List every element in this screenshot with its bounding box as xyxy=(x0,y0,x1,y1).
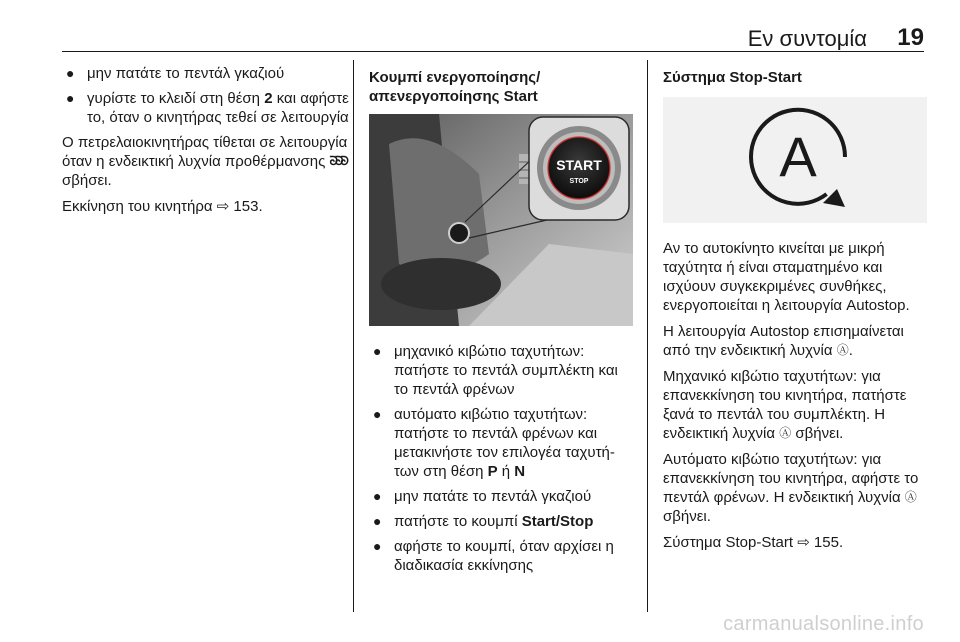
bullet-icon: ● xyxy=(66,90,75,106)
autostop-indicator-icon: Ⓐ xyxy=(904,490,917,504)
column-1 xyxy=(62,64,350,223)
page-reference-arrow-icon: ⇨ xyxy=(797,534,810,551)
glow-plug-icon: ᘐᘐᘐ xyxy=(329,154,346,168)
column-divider-2 xyxy=(647,60,648,612)
bullet-icon: ● xyxy=(373,488,382,504)
column-2 xyxy=(369,64,633,581)
paragraph: Σύστημα Stop-Start ⇨ 155. xyxy=(663,534,844,551)
paragraph: Αυτόματο κιβώτιο ταχυτήτων: για επανεκκίνηση του κινητήρα, αφήστε το πεντάλ φρένων. Η ενδεικτική λυχνία Ⓐ σβήνει. xyxy=(663,451,919,525)
list-item: ● μηχανικό κιβώτιο ταχυτήτων: πατήστε το πεντάλ συμπλέκτη και το πεντάλ φρένων xyxy=(373,343,618,398)
paragraph: Αν το αυτοκίνητο κινείται με μικρή ταχύτητα ή είναι σταματημένο και ισχύουν συγκεκριμένες συνθήκες, ενεργοποιείται η λειτουργία Autostop. xyxy=(663,240,910,314)
page-reference-arrow-icon: ⇨ xyxy=(216,198,230,215)
autostop-indicator-icon: Ⓐ xyxy=(836,343,849,357)
autostop-indicator-icon: Ⓐ xyxy=(779,426,792,440)
stop-label: STOP xyxy=(569,178,589,185)
bullet-icon: ● xyxy=(66,65,75,81)
list-item: ● αφήστε το κουμπί, όταν αρχίσει η διαδικασία εκκίνησης xyxy=(373,538,614,574)
list-item: ● αυτόματο κιβώτιο ταχυτήτων: πατήστε το πεντάλ φρένων και μετακινήστε τον επιλογέα ταχυτή-των στη θέση P ή N xyxy=(373,406,615,480)
bullet-list xyxy=(62,64,350,127)
bullet-icon: ● xyxy=(373,406,382,422)
bullet-icon: ● xyxy=(373,343,382,359)
header-divider xyxy=(62,51,924,52)
section-heading: Σύστημα Stop-Start xyxy=(663,69,802,86)
watermark: carmanualsonline.info xyxy=(723,613,924,635)
paragraph: Μηχανικό κιβώτιο ταχυτήτων: για επανεκκίνηση του κινητήρα, πατήστε ξανά το πεντάλ του συμπλέκτη. Η ενδεικτική λυχνία Ⓐ σβήνει. xyxy=(663,368,907,442)
bullet-icon: ● xyxy=(373,538,382,554)
autostop-letter: A xyxy=(779,125,817,188)
paragraph: Η λειτουργία Autostop επισημαίνεται από την ενδεικτική λυχνία Ⓐ. xyxy=(663,323,904,359)
list-item: ● μην πατάτε το πεντάλ γκαζιού xyxy=(66,65,285,82)
list-item: ● γυρίστε το κλειδί στη θέση 2 και αφήστε το, όταν ο κινητήρας τεθεί σε λειτουργία xyxy=(66,90,349,126)
list-item: ● μην πατάτε το πεντάλ γκαζιού xyxy=(373,488,592,505)
section-title: Εν συντομία xyxy=(747,26,867,51)
paragraph: Εκκίνηση του κινητήρα ⇨ 153. xyxy=(62,198,263,215)
start-label: START xyxy=(556,157,602,173)
autostop-icon xyxy=(663,97,927,223)
bullet-icon: ● xyxy=(373,513,382,529)
page-reference-link[interactable]: 153. xyxy=(229,198,263,215)
bullet-list xyxy=(369,342,633,575)
start-button-photo xyxy=(369,114,633,326)
page-reference-link[interactable]: 155. xyxy=(809,534,844,551)
section-heading: Κουμπί ενεργοποίησης/ απενεργοποίησης Start xyxy=(369,69,541,105)
page-number: 19 xyxy=(897,24,924,51)
paragraph: Ο πετρελαιοκινητήρας τίθεται σε λειτουργία όταν η ενδεικτική λυχνία προθέρμανσης ᘐᘐᘐ σβήσει. xyxy=(62,134,348,189)
column-3 xyxy=(663,64,929,559)
list-item: ● πατήστε το κουμπί Start/Stop xyxy=(373,513,594,530)
column-divider-1 xyxy=(353,60,354,612)
